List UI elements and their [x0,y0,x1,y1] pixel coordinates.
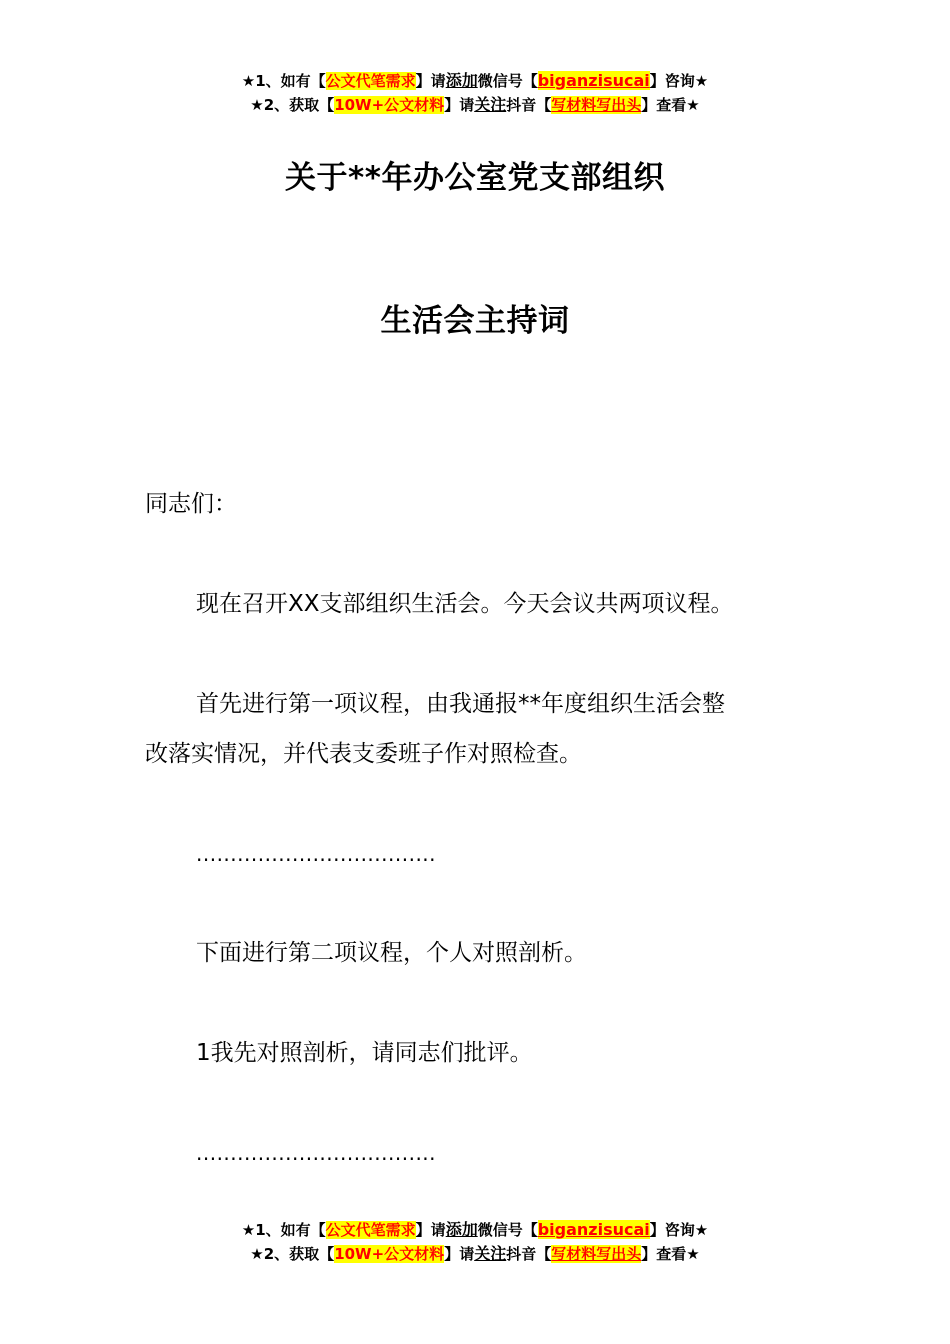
paragraph-self-analysis: 1我先对照剖析，请同志们批评。 [196,1040,533,1066]
banner-text: 抖音【 [506,96,552,114]
banner-highlight: 10W+公文材料 [334,96,445,114]
banner-highlight: 公文代笔需求 [325,1221,416,1239]
banner-wechat-id: biganzisucai [537,1220,650,1239]
banner-line-2 [0,93,950,117]
banner-line-2 [0,1242,950,1266]
banner-highlight: 公文代笔需求 [325,72,416,90]
document-title-line-1: 关于**年办公室党支部组织 [285,160,665,196]
banner-text: ★1、如有【 [241,1221,326,1239]
document-title-line-2: 生活会主持词 [380,303,570,339]
paragraph-agenda-2: 下面进行第二项议程，个人对照剖析。 [196,940,587,966]
banner-line-1 [0,69,950,93]
banner-text: 】咨询★ [649,72,709,90]
banner-underlined: 关注 [474,1244,507,1263]
banner-text: 】请 [415,72,446,90]
banner-text: 】查看★ [641,96,700,114]
banner-text: ★1、如有【 [241,72,326,90]
banner-text: 微信号【 [477,1221,538,1239]
banner-text: 微信号【 [477,72,538,90]
ellipsis-2: ................................... [196,1141,437,1165]
banner-text: 】查看★ [641,1245,700,1263]
top-banner [0,69,950,117]
salutation: 同志们： [145,491,237,517]
banner-wechat-id: biganzisucai [537,71,650,90]
banner-text: 】请 [444,1245,475,1263]
banner-underlined: 添加 [445,1220,478,1239]
paragraph-agenda-1-line-2: 改落实情况，并代表支委班子作对照检查。 [145,741,582,767]
banner-text: 抖音【 [506,1245,552,1263]
banner-text: ★2、获取【 [250,96,335,114]
banner-text: 】请 [415,1221,446,1239]
paragraph-agenda-1-line-1: 首先进行第一项议程，由我通报**年度组织生活会整 [196,691,725,717]
banner-text: 】请 [444,96,475,114]
bottom-banner [0,1218,950,1266]
banner-douyin-id: 写材料写出头 [551,1245,642,1263]
banner-text: 】咨询★ [649,1221,709,1239]
ellipsis-1: ................................... [196,842,437,866]
banner-underlined: 关注 [474,95,507,114]
banner-line-1 [0,1218,950,1242]
paragraph-opening: 现在召开XX支部组织生活会。今天会议共两项议程。 [196,591,734,617]
banner-underlined: 添加 [445,71,478,90]
banner-text: ★2、获取【 [250,1245,335,1263]
banner-highlight: 10W+公文材料 [334,1245,445,1263]
banner-douyin-id: 写材料写出头 [551,96,642,114]
